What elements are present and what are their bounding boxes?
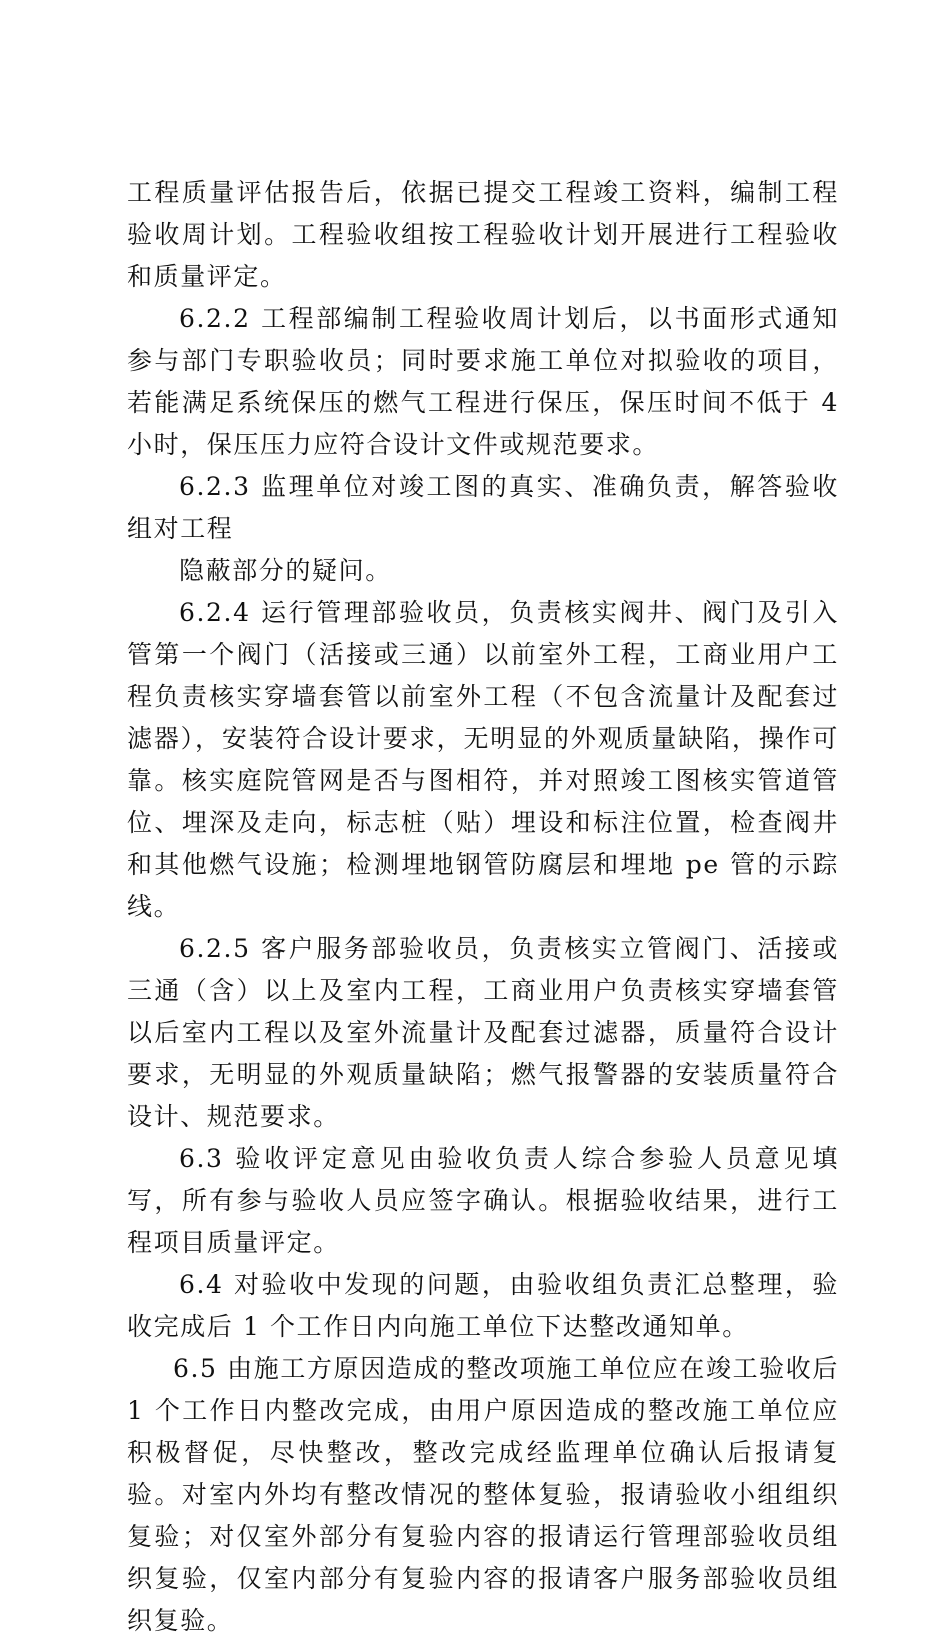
- paragraph-6-2-3-continuation: 隐蔽部分的疑问。: [179, 556, 392, 585]
- paragraph-6-2-2: 6.2.2 工程部编制工程验收周计划后，以书面形式通知参与部门专职验收员；同时要求施工单位对拟验收的项目，若能满足系统保压的燃气工程进行保压，保压时间不低于 4 小时，保压压力应符合设计文件或规范要求。: [127, 304, 839, 459]
- paragraph-6-2-5: 6.2.5 客户服务部验收员，负责核实立管阀门、活接或三通（含）以上及室内工程，工商业用户负责核实穿墙套管以后室内工程以及室外流量计及配套过滤器，质量符合设计要求，无明显的外观质量缺陷；燃气报警器的安装质量符合设计、规范要求。: [127, 934, 839, 1131]
- paragraph-6-2-4: 6.2.4 运行管理部验收员，负责核实阀井、阀门及引入管第一个阀门（活接或三通）以前室外工程，工商业用户工程负责核实穿墙套管以前室外工程（不包含流量计及配套过滤器），安装符合设计要求，无明显的外观质量缺陷，操作可靠。核实庭院管网是否与图相符，并对照竣工图核实管道管位、埋深及走向，标志桩（贴）埋设和标注位置，检查阀井和其他燃气设施；检测埋地钢管防腐层和埋地 pe 管的示踪线。: [127, 598, 839, 921]
- paragraph-6-5: 6.5 由施工方原因造成的整改项施工单位应在竣工验收后 1 个工作日内整改完成，由用户原因造成的整改施工单位应积极督促，尽快整改，整改完成经监理单位确认后报请复验。对室内外均有整改情况的整体复验，报请验收小组组织复验；对仅室外部分有复验内容的报请运行管理部验收员组织复验，仅室内部分有复验内容的报请客户服务部验收员组织复验。: [127, 1354, 839, 1635]
- paragraph-continuation: 工程质量评估报告后，依据已提交工程竣工资料，编制工程验收周计划。工程验收组按工程验收计划开展进行工程验收和质量评定。: [127, 178, 839, 291]
- document-body: [127, 172, 839, 1642]
- paragraph-6-2-3: 6.2.3 监理单位对竣工图的真实、准确负责，解答验收组对工程: [127, 472, 839, 543]
- paragraph-6-3: 6.3 验收评定意见由验收负责人综合参验人员意见填写，所有参与验收人员应签字确认。根据验收结果，进行工程项目质量评定。: [127, 1144, 839, 1257]
- paragraph-6-4: 6.4 对验收中发现的问题，由验收组负责汇总整理，验收完成后 1 个工作日内向施工单位下达整改通知单。: [127, 1270, 839, 1341]
